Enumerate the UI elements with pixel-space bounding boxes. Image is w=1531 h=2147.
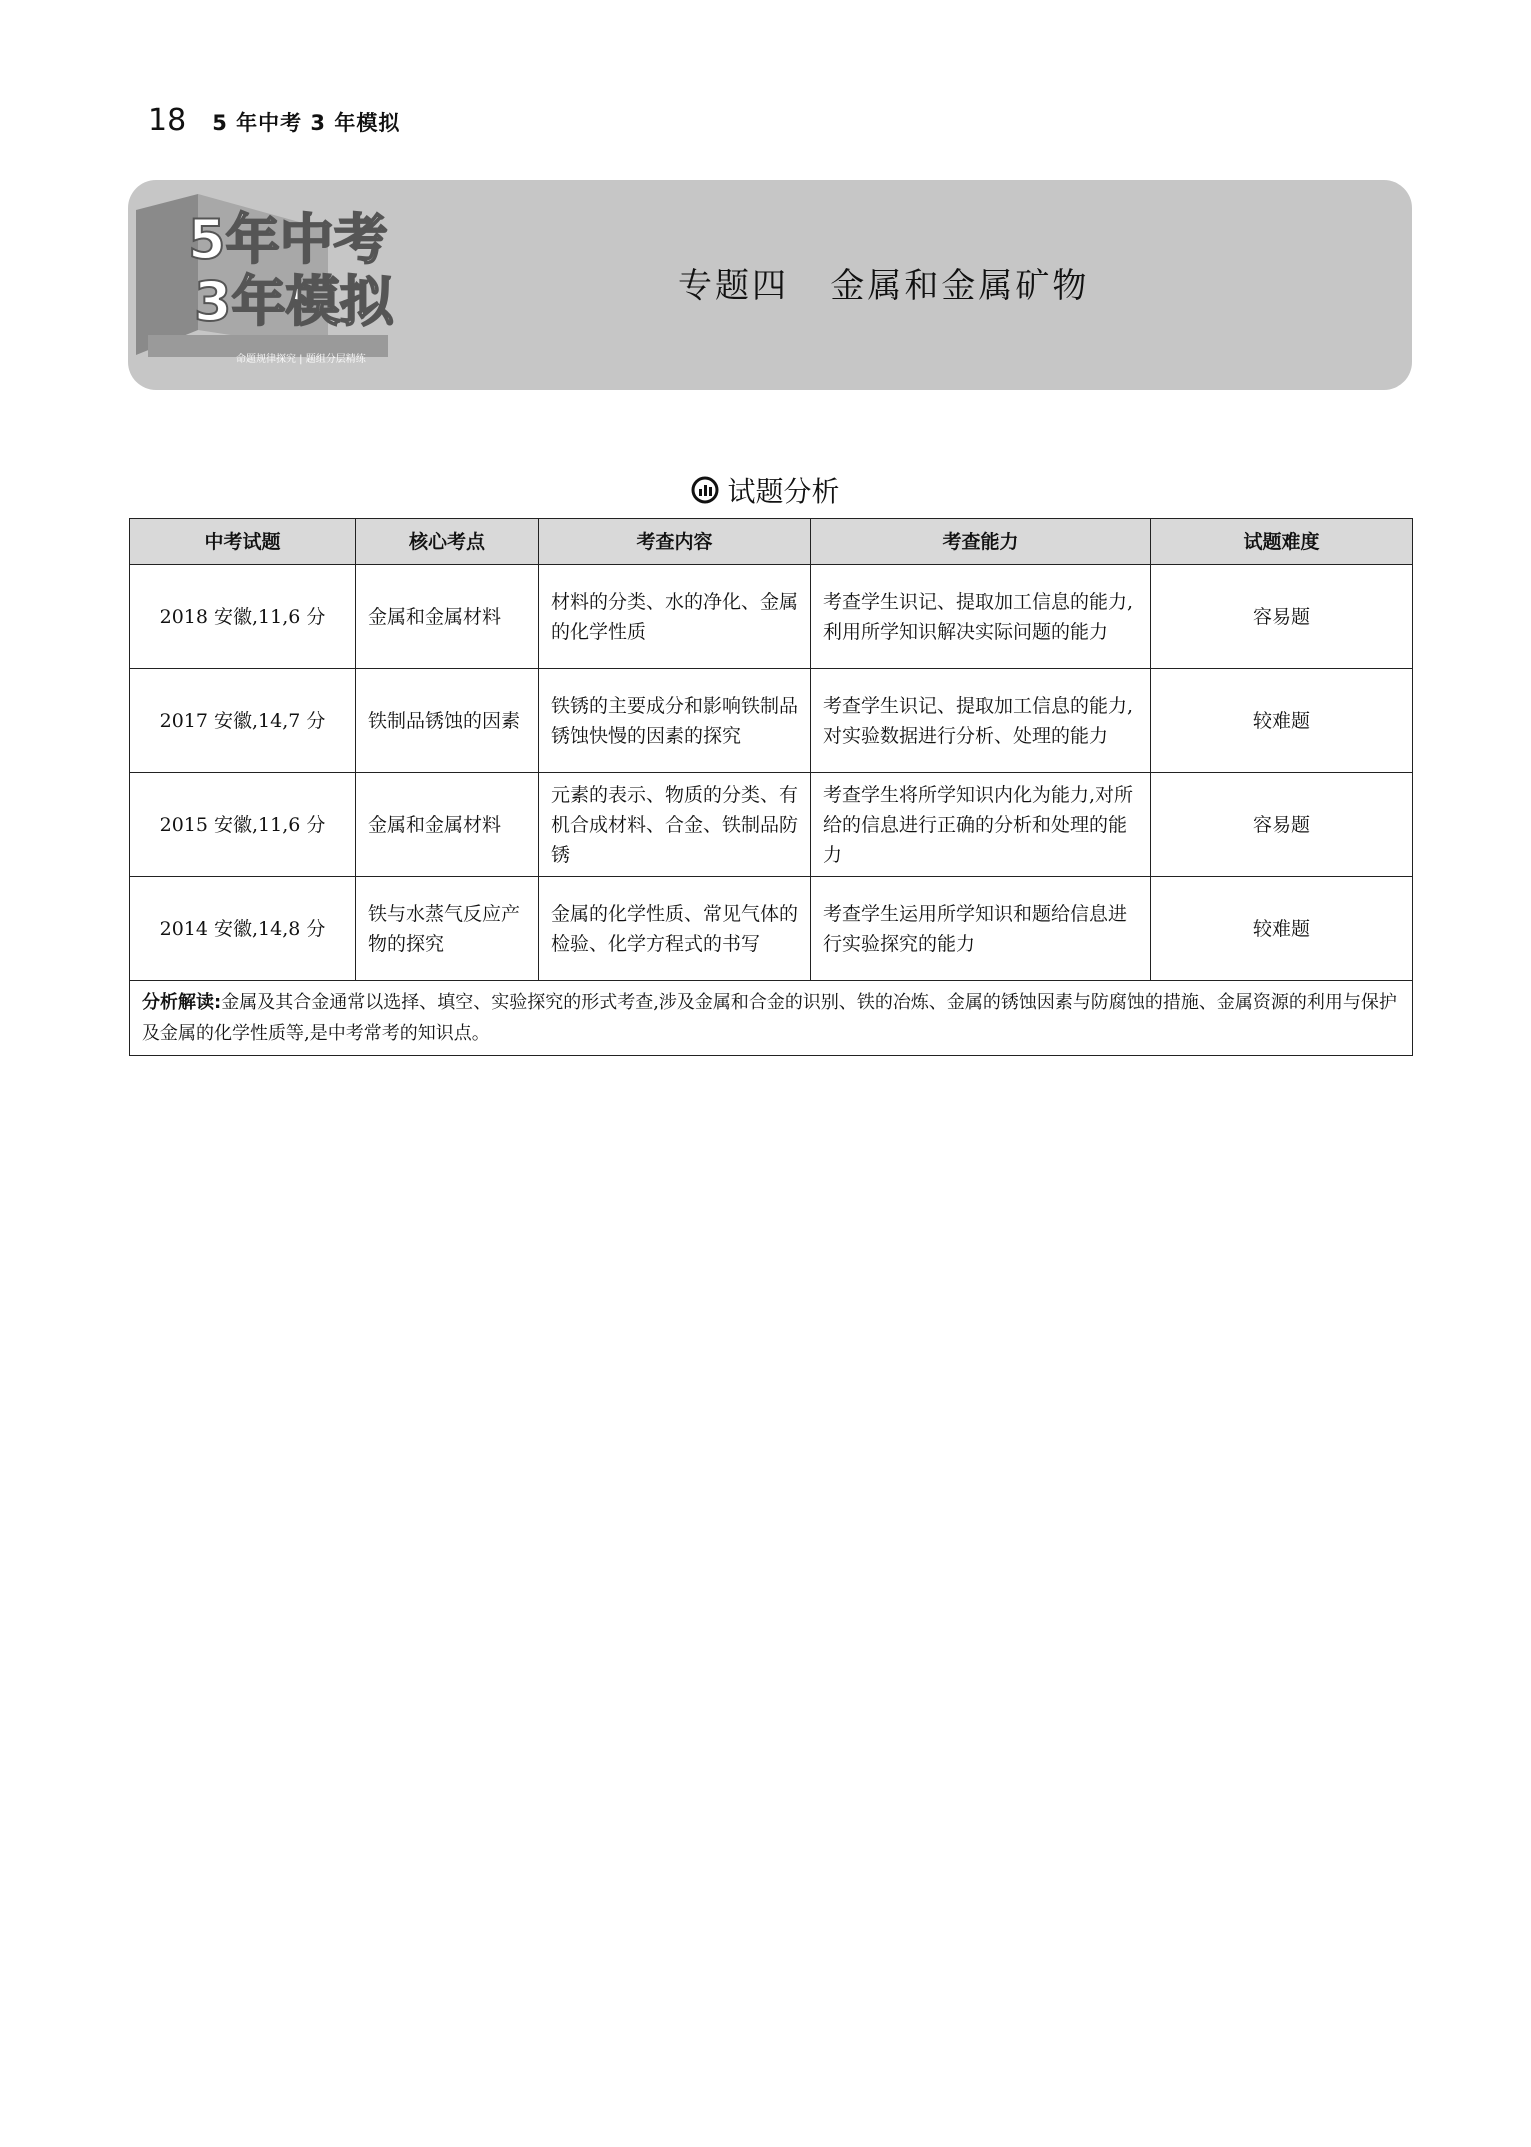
content-cell: 金属的化学性质、常见气体的检验、化学方程式的书写 — [539, 877, 811, 981]
section-title: 试题分析 — [727, 475, 840, 508]
topic-title: 专题四 金属和金属矿物 — [678, 266, 1090, 306]
content-cell: 材料的分类、水的净化、金属的化学性质 — [539, 565, 811, 669]
topic-banner — [128, 180, 1412, 390]
exam-cell: 2015 安徽,11,6 分 — [130, 773, 356, 877]
exam-cell: 2014 安徽,14,8 分 — [130, 877, 356, 981]
table-header-row — [130, 519, 1413, 565]
core-point-cell: 金属和金属材料 — [356, 773, 539, 877]
exam-cell: 2017 安徽,14,7 分 — [130, 669, 356, 773]
svg-text:命题规律探究 | 题组分层精练: 命题规律探究 | 题组分层精练 — [236, 354, 366, 365]
table-row — [130, 773, 1413, 877]
content-cell: 元素的表示、物质的分类、有机合成材料、合金、铁制品防锈 — [539, 773, 811, 877]
difficulty-cell: 较难题 — [1151, 669, 1413, 773]
table-row — [130, 669, 1413, 773]
exam-analysis-table — [129, 518, 1413, 1056]
ability-cell: 考查学生识记、提取加工信息的能力,利用所学知识解决实际问题的能力 — [811, 565, 1151, 669]
column-header: 考查内容 — [539, 519, 811, 565]
exam-cell: 2018 安徽,11,6 分 — [130, 565, 356, 669]
analysis-note-row — [130, 981, 1413, 1056]
ability-cell: 考查学生运用所学知识和题给信息进行实验探究的能力 — [811, 877, 1151, 981]
core-point-cell: 铁与水蒸气反应产物的探究 — [356, 877, 539, 981]
section-heading — [0, 470, 1531, 510]
analysis-note-text: 金属及其合金通常以选择、填空、实验探究的形式考查,涉及金属和合金的识别、铁的冶炼、金属的锈蚀因素与防腐蚀的措施、金属资源的利用与保护及金属的化学性质等,是中考常考的知识点。 — [142, 992, 1397, 1044]
analysis-note-label: 分析解读: — [142, 992, 222, 1013]
column-header: 中考试题 — [130, 519, 356, 565]
difficulty-cell: 较难题 — [1151, 877, 1413, 981]
core-point-cell: 金属和金属材料 — [356, 565, 539, 669]
book-title: 5 年中考 3 年模拟 — [212, 111, 401, 135]
core-point-cell: 铁制品锈蚀的因素 — [356, 669, 539, 773]
content-cell: 铁锈的主要成分和影响铁制品锈蚀快慢的因素的探究 — [539, 669, 811, 773]
difficulty-cell: 容易题 — [1151, 565, 1413, 669]
chart-circle-icon — [691, 476, 719, 504]
svg-text:3年模拟: 3年模拟 — [194, 270, 394, 333]
ability-cell: 考查学生将所学知识内化为能力,对所给的信息进行正确的分析和处理的能力 — [811, 773, 1151, 877]
column-header: 试题难度 — [1151, 519, 1413, 565]
table-row — [130, 565, 1413, 669]
svg-text:5年中考: 5年中考 — [188, 208, 388, 271]
book-logo — [128, 180, 428, 390]
difficulty-cell: 容易题 — [1151, 773, 1413, 877]
analysis-note — [130, 981, 1413, 1056]
ability-cell: 考查学生识记、提取加工信息的能力,对实验数据进行分析、处理的能力 — [811, 669, 1151, 773]
table-row — [130, 877, 1413, 981]
page-number: 18 — [148, 103, 187, 138]
page-header — [148, 103, 400, 138]
column-header: 考查能力 — [811, 519, 1151, 565]
column-header: 核心考点 — [356, 519, 539, 565]
